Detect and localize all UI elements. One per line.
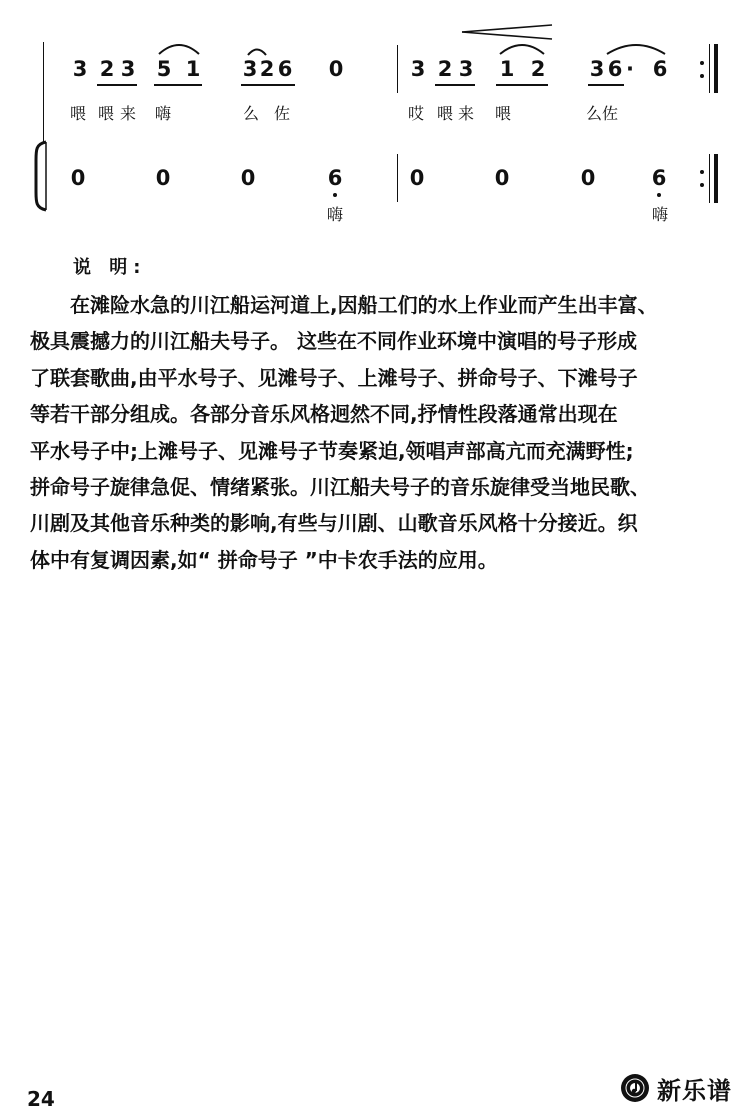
jianpu-score <box>0 0 750 240</box>
note: 2 <box>437 57 453 81</box>
note: 6 <box>277 57 293 81</box>
middle-barline-2 <box>397 154 398 202</box>
note: 3 <box>120 57 136 81</box>
note: 3 <box>458 57 474 81</box>
low-octave-dot <box>657 193 661 197</box>
lyric: 嗨 <box>652 205 669 224</box>
system-start-line <box>43 42 44 144</box>
beam-underline <box>154 84 202 86</box>
slur <box>245 44 269 56</box>
end-barline-thick <box>714 154 718 203</box>
paragraph-line: 平水号子中;上滩号子、见滩号子节奏紧迫,领唱声部高亢而充满野性; <box>30 438 634 463</box>
repeat-dot <box>700 183 704 187</box>
rest: 0 <box>155 166 171 190</box>
rest: 0 <box>240 166 256 190</box>
repeat-dot <box>700 61 704 65</box>
note: 3 <box>410 57 426 81</box>
lyric: 嗨 <box>327 205 344 224</box>
logo-text: 新乐谱 <box>657 1076 732 1105</box>
lyric: 来 <box>458 104 475 123</box>
beam-underline <box>588 84 624 86</box>
note: 6 <box>607 57 623 81</box>
note: 6 <box>651 166 667 190</box>
site-logo <box>619 1070 732 1106</box>
beam-underline <box>241 84 295 86</box>
paragraph-line: 了联套歌曲,由平水号子、见滩号子、上滩号子、拼命号子、下滩号子 <box>30 365 638 390</box>
beam-underline <box>496 84 548 86</box>
paragraph-line: 在滩险水急的川江船运河道上,因船工们的水上作业而产生出丰富、 <box>70 293 658 317</box>
slur <box>604 40 668 56</box>
lyric: 嗨 <box>155 104 172 123</box>
lyric: 喂 <box>70 104 87 123</box>
note: 6 <box>327 166 343 190</box>
rest: 0 <box>70 166 86 190</box>
lyric: 喂 <box>437 104 454 123</box>
note: 1 <box>185 57 201 81</box>
middle-barline-1 <box>397 45 398 93</box>
lyric: 么佐 <box>586 104 619 123</box>
slur <box>497 40 547 56</box>
note: 2 <box>99 57 115 81</box>
end-barline-thin <box>709 44 710 93</box>
note: 3 <box>72 57 88 81</box>
notes-paragraph <box>30 287 732 578</box>
lyric: 哎 <box>408 104 425 123</box>
paragraph-line: 等若干部分组成。各部分音乐风格迥然不同,抒情性段落通常出现在 <box>30 402 618 427</box>
paragraph-line: 川剧及其他音乐种类的影响,有些与川剧、山歌音乐风格十分接近。织 <box>30 511 638 536</box>
note: 2 <box>259 57 275 81</box>
note: 3 <box>589 57 605 81</box>
rest: 0 <box>409 166 425 190</box>
note: 0 <box>328 57 344 81</box>
note: 3 <box>242 57 258 81</box>
beam-underline <box>435 84 475 86</box>
notes-heading: 说 明: <box>73 257 147 278</box>
rest: 0 <box>580 166 596 190</box>
note: 5 <box>156 57 172 81</box>
page-number: 24 <box>27 1087 55 1111</box>
end-barline-thin <box>709 154 710 203</box>
repeat-dot <box>700 74 704 78</box>
note: 6 <box>652 57 668 81</box>
repeat-dot <box>700 170 704 174</box>
paragraph-line: 极具震撼力的川江船夫号子。 这些在不同作业环境中演唱的号子形成 <box>30 329 637 354</box>
lyric: 么 <box>243 104 260 123</box>
beam-underline <box>97 84 137 86</box>
paragraph-line: 拼命号子旋律急促、情绪紧张。川江船夫号子的音乐旋律受当地民歌、 <box>30 474 650 499</box>
system-brace <box>30 140 50 212</box>
rest: 0 <box>494 166 510 190</box>
lyric: 喂 <box>495 104 512 123</box>
dotted-rhythm-dot: · <box>626 57 634 81</box>
end-barline-thick <box>714 44 718 93</box>
paragraph-line: 体中有复调因素,如“ 拼命号子 ”中卡农手法的应用。 <box>30 547 498 572</box>
music-disc-icon <box>619 1072 651 1104</box>
note: 1 <box>499 57 515 81</box>
dynamic-wedge <box>460 22 555 42</box>
slur <box>156 40 202 56</box>
lyric: 来 <box>120 104 137 123</box>
lyric: 喂 <box>98 104 115 123</box>
lyric: 佐 <box>274 104 291 123</box>
low-octave-dot <box>333 193 337 197</box>
note: 2 <box>530 57 546 81</box>
